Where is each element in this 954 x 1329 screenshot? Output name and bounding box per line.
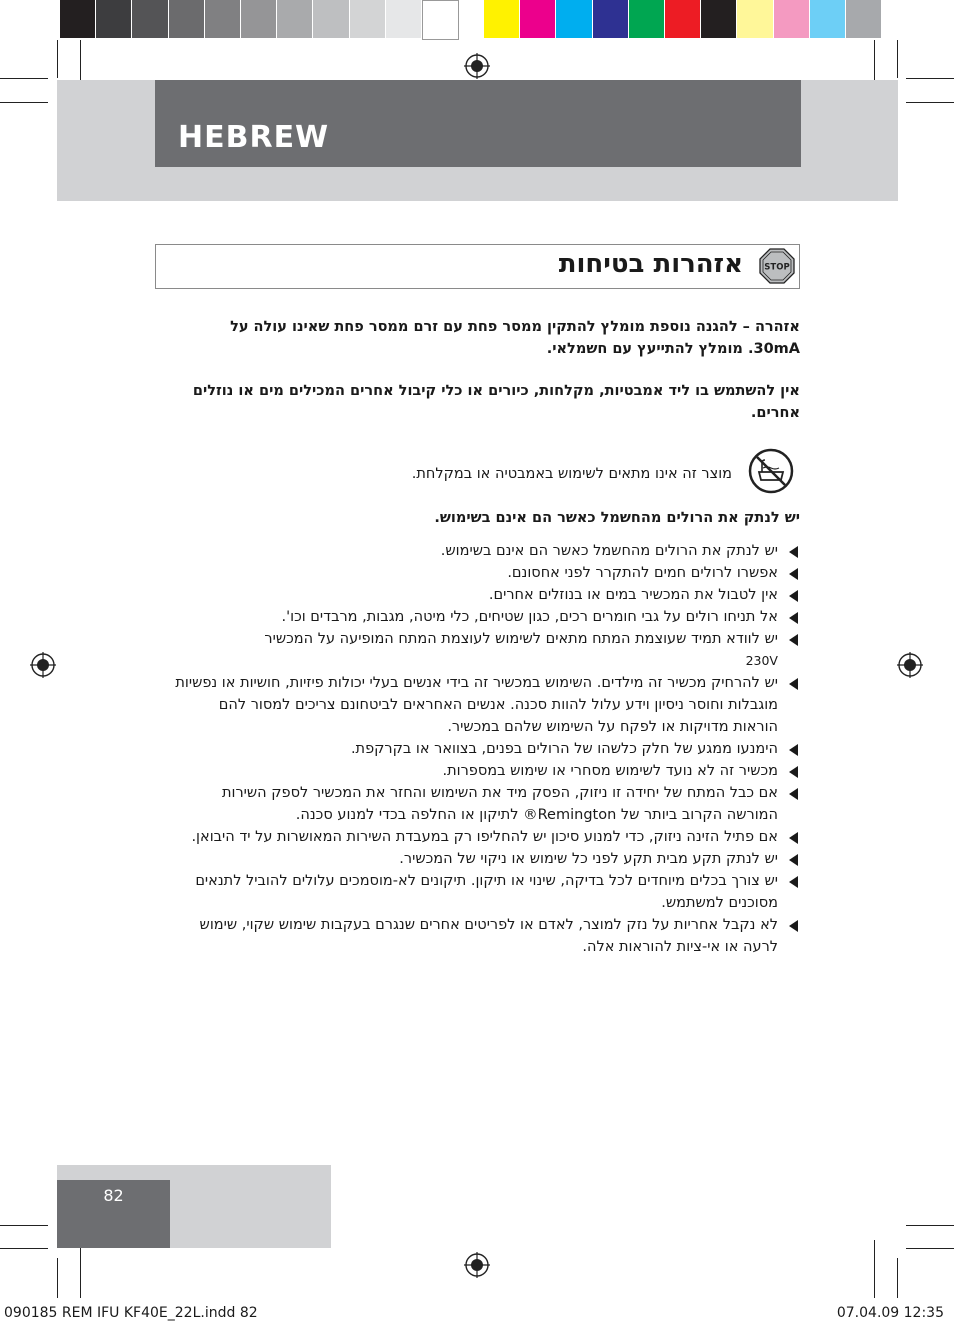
registration-mark-icon [464, 53, 490, 79]
bullet-text: אין לטבול את המכשיר במים או בנוזלים אחרים. [488, 587, 778, 603]
bullet-arrow-icon [789, 590, 798, 602]
crop-mark [0, 1248, 48, 1249]
crop-mark [906, 78, 954, 79]
bullet-arrow-icon [789, 766, 798, 778]
bullet-item [174, 628, 800, 672]
bullet-item [174, 606, 800, 628]
gray-swatch [169, 0, 204, 38]
bullet-item [174, 914, 800, 958]
warning-rcd-line2: 30mA. מומלץ להתייעץ עם חשמלאי. [546, 341, 800, 357]
no-bath-icon [748, 448, 794, 494]
crop-mark [906, 1248, 954, 1249]
bullet-arrow-icon [789, 678, 798, 690]
bullet-item [174, 562, 800, 584]
color-swatch [846, 0, 881, 38]
date-slug: 07.04.09 12:35 [836, 1305, 944, 1321]
bullet-text: אם כבל המתח של יחידה זו ניזוק, הפסק מיד את השימוש והחזר את המכשיר לספק השירות המורשה הקרוב ביותר של Remington® לתיקון או החלפה בכדי למנוע סכנה. [222, 785, 778, 823]
bullet-text: מכשיר זה לא נועד לשימוש מסחרי או שימוש במספרות. [442, 763, 778, 779]
color-swatch [701, 0, 736, 38]
warning-unplug: יש לנתק את הרולים מהחשמל כאשר הם אינם בשימוש. [434, 510, 800, 526]
gray-swatch [277, 0, 312, 38]
bullet-subtext: 230V [745, 653, 778, 668]
crop-mark [906, 102, 954, 103]
bullet-item [174, 870, 800, 914]
color-swatch [737, 0, 772, 38]
safety-bullet-list [174, 540, 800, 958]
gray-swatch [132, 0, 167, 38]
bullet-text: לא נקבל אחריות על נזק למוצר, לאדם או לפריטים אחרים שנגרם בעקבות שימוש שקוי, שימוש לרעה או אי-ציות להוראות אלה. [199, 917, 778, 955]
color-swatch [774, 0, 809, 38]
registration-mark-icon [30, 652, 56, 678]
bullet-item [174, 672, 800, 738]
crop-mark [906, 1225, 954, 1226]
color-swatch [556, 0, 591, 38]
bullet-arrow-icon [789, 854, 798, 866]
bullet-text: אל תניחו רולים על גבי חומרים רכים, כגון שטיחים, כלי מיטה, מגבות, מרבדים וכו'. [281, 609, 778, 625]
color-swatch [484, 0, 519, 38]
bullet-item [174, 848, 800, 870]
bullet-arrow-icon [789, 612, 798, 624]
bullet-item [174, 826, 800, 848]
gray-swatch [96, 0, 131, 38]
bullet-text: אם פתיל הזינה ניזוק, כדי למנוע סיכון יש להחליפו רק במעבדת השירות המאושרות על יד היבואן. [191, 829, 778, 845]
bullet-arrow-icon [789, 788, 798, 800]
registration-mark-icon [464, 1252, 490, 1278]
bullet-arrow-icon [789, 568, 798, 580]
bullet-text: יש להרחיק מכשיר זה מילדים. השימוש במכשיר זה בידי אנשים בעלי יכולות פיזיות, חושיות או נפשיות מוגבלות וחוסר ניסיון וידע עלול להוות סכנה. אנשים האחראים לביטחונם צריכים למסור להם הוראות מדויקות או לפקח על השימוש שלהם במכשיר. [175, 675, 778, 735]
page-number-box [57, 1180, 170, 1248]
crop-mark [80, 1240, 81, 1298]
bullet-text: אפשרו לרולים חמים להתקרר לפני אחסונם. [507, 565, 778, 581]
stop-sign-icon [759, 248, 795, 284]
language-title: HEBREW [178, 120, 330, 155]
registration-mark-icon [897, 652, 923, 678]
safety-warnings-heading-box [155, 244, 800, 289]
bullet-item [174, 782, 800, 826]
gray-swatch [60, 0, 95, 38]
color-swatch [810, 0, 845, 38]
bullet-text: יש לנתק את הרולים מהחשמל כאשר הם אינם בשימוש. [440, 543, 778, 559]
color-swatch [520, 0, 555, 38]
bullet-arrow-icon [789, 546, 798, 558]
bath-note: מוצר זה אינו מתאים לשימוש באמבטיה או במקלחת. [411, 466, 732, 482]
color-swatch [629, 0, 664, 38]
bullet-text: יש צורך בכלים מיוחדים לכל בדיקה, שינוי או תיקון. תיקונים לא-מוסמכים עלולים להוביל לתנאים מסוכנים למשתמש. [195, 873, 778, 911]
gray-swatch [386, 0, 421, 38]
bullet-arrow-icon [789, 876, 798, 888]
bullet-item [174, 760, 800, 782]
bullet-arrow-icon [789, 744, 798, 756]
warning-water-line2: אחרים. [750, 405, 800, 421]
gray-swatch [350, 0, 385, 38]
gray-swatch [205, 0, 240, 38]
crop-mark [0, 102, 48, 103]
file-slug: 090185 REM IFU KF40E_22L.indd 82 [4, 1305, 258, 1321]
bullet-text: הימנעו ממגע של חלק כלשהו של הרולים בפנים, בצוואר או בקרקפת. [350, 741, 778, 757]
page-number: 82 [103, 1186, 124, 1205]
bullet-arrow-icon [789, 832, 798, 844]
bullet-item [174, 738, 800, 760]
crop-mark [874, 1240, 875, 1298]
color-swatch [665, 0, 700, 38]
bullet-arrow-icon [789, 634, 798, 646]
gray-swatch [422, 0, 459, 40]
crop-mark [0, 1225, 48, 1226]
gray-swatch [241, 0, 276, 38]
crop-mark [897, 1258, 898, 1298]
bullet-item [174, 540, 800, 562]
crop-mark [57, 40, 58, 78]
crop-mark [57, 1258, 58, 1298]
stop-sign-label: STOP [764, 262, 790, 273]
crop-mark [0, 78, 48, 79]
gray-swatch [313, 0, 348, 38]
color-swatch [593, 0, 628, 38]
bullet-text: יש לנתק תקע מבית תקע לפני כל שימוש או ניקוי של המכשיר. [399, 851, 778, 867]
bullet-arrow-icon [789, 920, 798, 932]
section-title: אזהרות בטיחות [558, 249, 743, 279]
bullet-item [174, 584, 800, 606]
warning-water-line1: אין להשתמש בו ליד אמבטיות, מקלחות, כיורים או כלי קיבול אחרים המכילים מים או נוזלים [192, 383, 800, 399]
bullet-text: יש לוודא תמיד שעוצמת המתח מתאים לשימוש לעוצמת המתח המופיעה על המכשיר [264, 631, 778, 647]
warning-rcd-line1: אזהרה – להגנה נוספת מומלץ להתקין ממסר פחת עם זרם ממסר פחת שאינו עולה על [230, 319, 800, 335]
crop-mark [897, 40, 898, 78]
